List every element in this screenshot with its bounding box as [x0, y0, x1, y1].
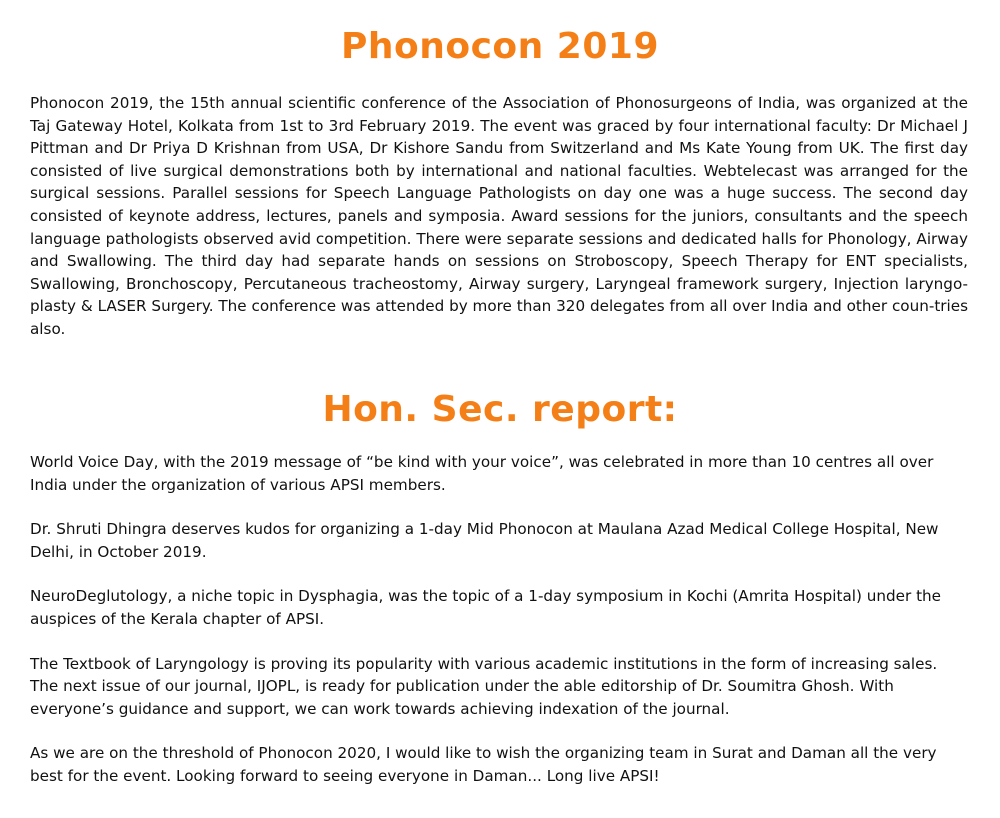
phonocon-2019-paragraph: Phonocon 2019, the 15th annual scientific conference of the Association of Phonosurgeons of India, was organized at the Taj Gateway Hotel, Kolkata from 1st to 3rd February 2019. The event was graced by four international faculty: Dr Michael J Pittman and Dr Priya D Krishnan from USA, Dr Kishore Sandu from Switzerland and Ms Kate Young from UK. The first day consisted of live surgical demonstrations both by international and national faculties. Webtelecast was arranged for the surgical sessions. Parallel sessions for Speech Language Pathologists on day one was a huge success. The second day consisted of keynote address, lectures, panels and symposia. Award sessions for the juniors, consultants and the speech language pathologists observed avid competition. There were separate sessions and dedicated halls for Phonology, Airway and Swallowing. The third day had separate hands on sessions on Stroboscopy, Speech Therapy for ENT specialists, Swallowing, Bronchoscopy, Percutaneous tracheostomy, Airway surgery, Laryngeal framework surgery, Injection laryngo-plasty & LASER Surgery. The conference was attended by more than 320 delegates from all over India and other coun-tries also. [30, 94, 968, 338]
hon-sec-report-body [30, 451, 968, 810]
report-paragraph-textbook-journal: The Textbook of Laryngology is proving its popularity with various academic institutions in the form of increasing sales. The next issue of our journal, IJOPL, is ready for publication under the able editorship of Dr. Soumitra Ghosh. With everyone’s guidance and support, we can work towards achieving indexation of the journal. [30, 654, 938, 718]
report-paragraph-phonocon-2020: As we are on the threshold of Phonocon 2020, I would like to wish the organizing team in Surat and Daman all the very best for the event. Looking forward to seeing everyone in Daman... Long live APSI! [30, 744, 937, 785]
hon-sec-report-heading: Hon. Sec. report: [322, 389, 678, 430]
report-paragraph-mid-phonocon: Dr. Shruti Dhingra deserves kudos for organizing a 1-day Mid Phonocon at Maulana Azad Medical College Hospital, New Delhi, in October 2019. [30, 520, 939, 561]
report-paragraph-neurodeglutology: NeuroDeglutology, a niche topic in Dysphagia, was the topic of a 1-day symposium in Kochi (Amrita Hospital) under the auspices of the Kerala chapter of APSI. [30, 587, 941, 628]
report-paragraph-world-voice-day: World Voice Day, with the 2019 message of “be kind with your voice”, was celebrated in more than 10 centres all over India under the organization of various APSI members. [30, 453, 934, 494]
phonocon-2019-heading: Phonocon 2019 [340, 26, 660, 67]
